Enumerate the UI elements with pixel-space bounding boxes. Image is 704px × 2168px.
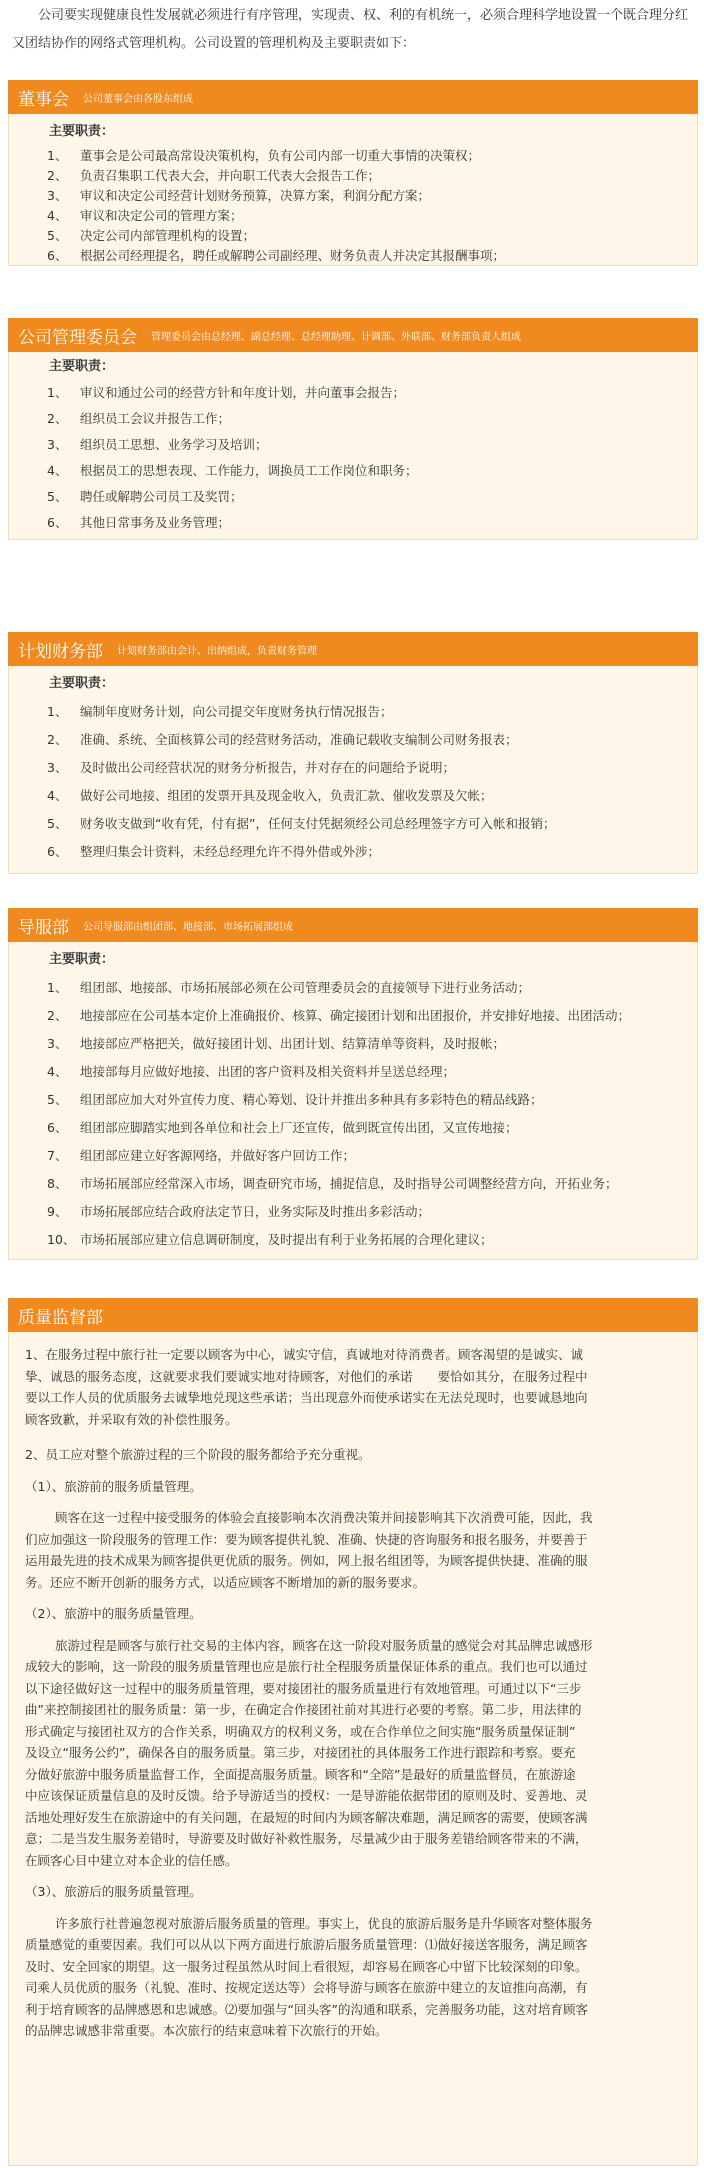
quality-b3-line: 质量感觉的重要因素。我们可以从以下两方面进行旅游后服务质量管理：⑴做好接送客服务，满足顾客 (25, 1937, 588, 1952)
quality-subheading: （1）、旅游前的服务质量管理。 (25, 1478, 202, 1494)
quality-p1-line: 要以工作人员的优质服务去诚挚地兑现这些承诺；当出现意外而使承诺实在无法兑现时，也要诚恳地向 (25, 1390, 588, 1405)
section-subtitle: 管理委员会由总经理、副总经理、总经理助理、计调部、外联部、财务部负责人组成 (151, 331, 521, 343)
duties-title: 主要职责： (49, 952, 115, 967)
list-item: 6、 整理归集会计资料，未经总经理允许不得外借或外涉； (47, 844, 381, 859)
duties-title: 主要职责： (49, 676, 115, 691)
quality-subheading: （3）、旅游后的服务质量管理。 (25, 1884, 202, 1899)
quality-p1-line: 顾客致歉，并采取有效的补偿性服务。 (25, 1411, 238, 1427)
section-board (8, 80, 698, 266)
list-item: 4、 做好公司地接、组团的发票开具及现金收入，负责汇款、催收发票及欠帐； (47, 788, 493, 803)
list-item: 3、 及时做出公司经营状况的财务分析报告，并对存在的问题给予说明； (47, 760, 456, 775)
list-item: 7、 组团部应建立好客源网络，并做好客户回访工作； (47, 1148, 356, 1163)
section-subtitle: 公司董事会由各股东组成 (83, 93, 193, 105)
section-body (8, 666, 698, 874)
quality-b1-line: 运用最先进的技术成果为顾客提供更优质的服务。例如，网上报名组团等，为顾客提供快捷、准确的服 (25, 1553, 588, 1568)
quality-p2: 2、员工应对整个旅游过程的三个阶段的服务都给予充分重视。 (25, 1447, 371, 1462)
section-body (8, 942, 698, 1260)
section-subtitle: 公司导服部由组团部、地接部、市场拓展部组成 (83, 921, 293, 933)
list-item: 6、 其他日常事务及业务管理； (47, 515, 231, 530)
intro-paragraph: 公司要实现健康良性发展就必须进行有序管理，实现责、权、利的有机统一，必须合理科学地设置一个既合理分红又团结协作的网络式管理机构。公司设置的管理机构及主要职责如下： (12, 8, 689, 51)
quality-subheading: （2）、旅游中的服务质量管理。 (25, 1606, 202, 1621)
section-header (8, 80, 698, 114)
quality-b3-line: 司乘人员优质的服务（礼貌、准时、按规定送达等）会将导游与顾客在旅游中建立的友谊推向高潮，有 (25, 1980, 588, 1995)
section-management (8, 318, 698, 540)
duties-list (9, 380, 697, 536)
section-title: 导服部 (18, 917, 69, 938)
list-item: 4、 根据员工的思想表现、工作能力，调换员工工作岗位和职务； (47, 463, 418, 478)
quality-b2-line: 活地处理好发生在旅游途中的有关问题，在最短的时间内为顾客解决难题，满足顾客的需要，使顾客满 (25, 1809, 588, 1825)
section-title: 董事会 (18, 89, 69, 110)
list-item: 5、 组团部应加大对外宣传力度、精心筹划、设计并推出多种具有多彩特色的精品线路； (47, 1092, 543, 1107)
quality-b2-line: 曲”来控制接团社的服务质量：第一步，在确定合作接团社前对其进行必要的考察。第二步，用法律的 (25, 1702, 582, 1717)
quality-b3-line: 许多旅行社普遍忽视对旅游后服务质量的管理。事实上，优良的旅游后服务是升华顾客对整体服务 (55, 1915, 593, 1931)
quality-b2-line: 及设立“服务公约”，确保各自的服务质量。第三步，对接团社的具体服务工作进行跟踪和考察。要充 (25, 1745, 576, 1760)
quality-b2-line: 成较大的影响，这一阶段的服务质量管理也应是旅行社全程服务质量保证体系的重点。我们也可以通过 (25, 1659, 588, 1674)
list-item: 5、 聘任或解聘公司员工及奖罚； (47, 489, 243, 504)
section-title: 计划财务部 (18, 641, 103, 662)
duties-title: 主要职责： (49, 359, 115, 374)
list-item: 2、 准确、系统、全面核算公司的经营财务活动，准确记载收支编制公司财务报表； (47, 732, 518, 747)
list-item: 9、 市场拓展部应结合政府法定节日，业务实际及时推出多彩活动； (47, 1204, 431, 1219)
duties-title: 主要职责： (49, 124, 115, 139)
list-item: 3、 组织员工思想、业务学习及培训； (47, 437, 268, 452)
quality-b2-line: 以下途径做好这一过程中的服务质量管理，要对接团社的服务质量进行有效地管理。可通过以下“三步 (25, 1680, 582, 1696)
list-item: 10、 市场拓展部应建立信息调研制度，及时提出有利于业务拓展的合理化建议； (47, 1232, 493, 1247)
list-item: 6、 根据公司经理提名，聘任或解聘公司副经理、财务负责人并决定其报酬事项； (47, 248, 506, 263)
section-title: 公司管理委员会 (18, 327, 137, 348)
section-title: 质量监督部 (18, 1307, 103, 1328)
section-header (8, 1298, 698, 1332)
quality-b1-line: 顾客在这一过程中接受服务的体验会直接影响本次消费决策并间接影响其下次消费可能，因此，我 (55, 1510, 593, 1525)
list-item: 5、 决定公司内部管理机构的设置； (47, 228, 256, 243)
section-guide-service (8, 908, 698, 1260)
list-item: 4、 审议和决定公司的管理方案； (47, 208, 243, 223)
section-header (8, 908, 698, 942)
section-body (8, 114, 698, 266)
quality-b2-line: 分做好旅游中服务质量监督工作，全面提高服务质量。顾客和“全陪”是最好的质量监督员，在旅游途 (25, 1766, 576, 1782)
section-header (8, 632, 698, 666)
section-finance (8, 632, 698, 874)
section-body (8, 352, 698, 540)
duties-list (9, 698, 697, 866)
section-subtitle: 计划财务部由会计、出纳组成，负责财务管理 (117, 645, 317, 657)
quality-p1-line: 挚、诚恳的服务态度，这就要求我们要诚实地对待顾客，对他们的承诺 要恰如其分，在服务过程中 (25, 1368, 588, 1384)
section-body (8, 1332, 698, 2166)
list-item: 1、 董事会是公司最高常设决策机构，负有公司内部一切重大事情的决策权； (47, 148, 481, 163)
quality-b3-line: 的品牌忠诚感非常重要。本次旅行的结束意味着下次旅行的开始。 (25, 2023, 388, 2038)
quality-p1-line: 1、在服务过程中旅行社一定要以顾客为中心，诚实守信，真诚地对待消费者。顾客渴望的是诚实、诚 (25, 1347, 583, 1362)
list-item: 1、 审议和通过公司的经营方针和年度计划，并向董事会报告； (47, 385, 406, 400)
list-item: 3、 审议和决定公司经营计划财务预算，决算方案，利润分配方案； (47, 188, 431, 203)
list-item: 8、 市场拓展部应经常深入市场，调查研究市场，捕捉信息，及时指导公司调整经营方向，开拓业务； (47, 1176, 618, 1191)
quality-b2-line: 形式确定与接团社双方的合作关系，明确双方的权利义务，或在合作单位之间实施“服务质量保证制” (25, 1723, 576, 1739)
duties-list (9, 974, 697, 1254)
list-item: 1、 编制年度财务计划，向公司提交年度财务执行情况报告； (47, 704, 393, 719)
list-item: 1、 组团部、地接部、市场拓展部必须在公司管理委员会的直接领导下进行业务活动； (47, 980, 531, 995)
list-item: 2、 组织员工会议并报告工作； (47, 411, 231, 426)
list-item: 5、 财务收支做到“收有凭，付有据”，任何支付凭据须经公司总经理签字方可入帐和报销； (47, 816, 556, 831)
quality-b2-line: 中应该保证质量信息的及时反馈。给予导游适当的授权：一是导游能依据带团的原则及时、妥善地、灵 (25, 1788, 588, 1803)
section-header (8, 318, 698, 352)
quality-b3-line: 利于培育顾客的品牌感恩和忠诚感。⑵要加强与“回头客”的沟通和联系，完善服务功能，这对培育顾客 (25, 2001, 588, 2017)
section-quality (8, 1298, 698, 2166)
list-item: 2、 地接部应在公司基本定价上准确报价、核算、确定接团计划和出团报价，并安排好地接、出团活动； (47, 1008, 631, 1023)
quality-b2-line: 意；二是当发生服务差错时，导游要及时做好补救性服务，尽量减少由于服务差错给顾客带来的不满， (25, 1831, 588, 1846)
list-item: 6、 组团部应脚踏实地到各单位和社会上厂还宣传，做到既宣传出团，又宣传地接； (47, 1120, 518, 1135)
quality-b3-line: 及时、安全回家的期望。这一服务过程虽然从时间上看很短，却容易在顾客心中留下比较深刻的印象。 (25, 1958, 588, 1974)
quality-b1-line: 务。还应不断开创新的服务方式，以适应顾客不断增加的新的服务要求。 (25, 1574, 426, 1590)
list-item: 4、 地接部每月应做好地接、出团的客户资料及相关资料并呈送总经理； (47, 1064, 456, 1079)
quality-b1-line: 们应加强这一阶段服务的管理工作：要为顾客提供礼貌、准确、快捷的咨询服务和报名服务，并要善于 (25, 1531, 588, 1547)
duties-list (9, 146, 697, 266)
quality-b2-line: 在顾客心目中建立对本企业的信任感。 (25, 1852, 238, 1868)
list-item: 2、 负责召集职工代表大会，并向职工代表大会报告工作； (47, 168, 381, 183)
quality-b2-line: 旅游过程是顾客与旅行社交易的主体内容，顾客在这一阶段对服务质量的感觉会对其品牌忠诚感形 (55, 1637, 593, 1653)
list-item: 3、 地接部应严格把关，做好接团计划、出团计划、结算清单等资料，及时报帐； (47, 1036, 506, 1051)
